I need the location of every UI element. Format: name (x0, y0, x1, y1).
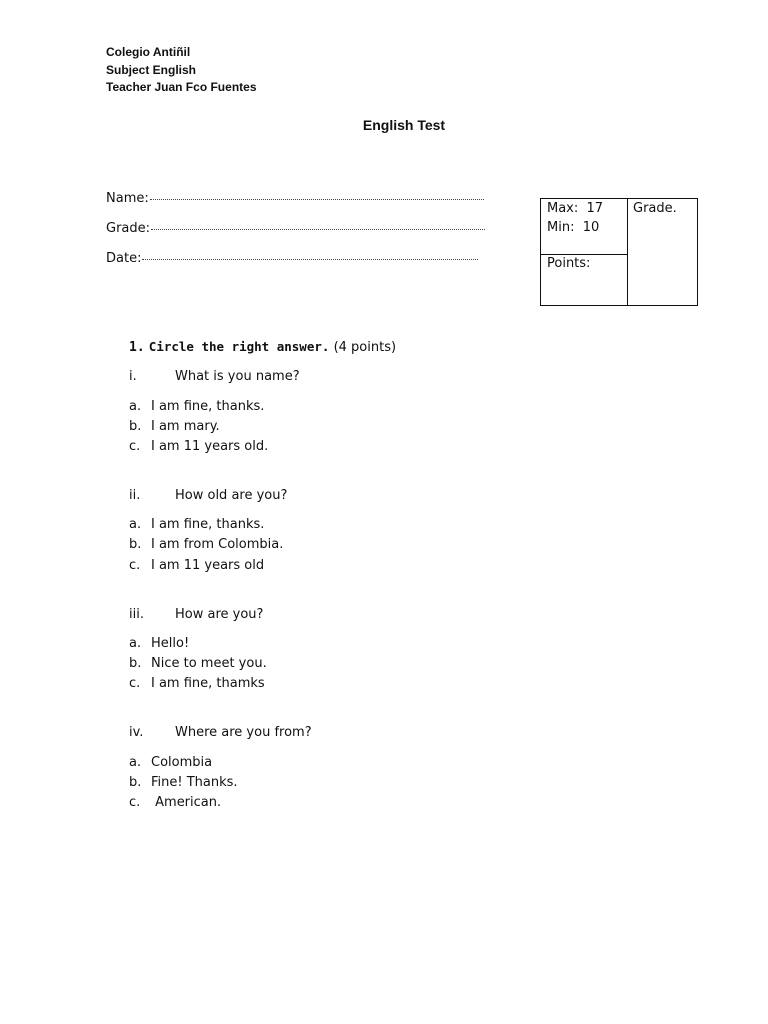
option-letter: b. (129, 656, 142, 671)
score-box-divider-vertical (627, 199, 628, 305)
question-3-option-c (129, 676, 265, 691)
option-letter: c. (129, 558, 141, 573)
option-letter: c. (129, 795, 141, 810)
question-3-option-a (129, 636, 189, 651)
question-text: Where are you from? (175, 725, 312, 740)
page-title: English Test (362, 117, 446, 133)
question-1-option-a (129, 399, 264, 414)
question-text: How old are you? (175, 488, 288, 503)
date-blank-line (142, 258, 478, 260)
question-2 (129, 488, 287, 503)
question-4-option-a (129, 755, 212, 770)
question-numeral: ii. (129, 488, 141, 503)
option-letter: a. (129, 399, 142, 414)
max-value: 17 (586, 201, 604, 216)
grade-cell-label: Grade. (633, 201, 677, 216)
option-letter: b. (129, 775, 142, 790)
date-field (106, 251, 478, 266)
option-text: I am fine, thanks. (151, 399, 265, 414)
question-1-option-c (129, 439, 268, 454)
option-text: Fine! Thanks. (151, 775, 238, 790)
name-field (106, 191, 484, 206)
option-letter: b. (129, 419, 142, 434)
score-box-divider-horizontal (541, 254, 627, 255)
min-score (547, 220, 599, 235)
question-4-option-b (129, 775, 238, 790)
grade-blank-line (151, 228, 485, 230)
min-value: 10 (582, 220, 600, 235)
option-text: Colombia (151, 755, 213, 770)
question-2-option-b (129, 537, 283, 552)
option-text: I am fine, thanks. (151, 517, 265, 532)
option-text: I am mary. (151, 419, 220, 434)
document-header (106, 44, 257, 97)
name-blank-line (150, 198, 484, 200)
question-text: What is you name? (175, 369, 300, 384)
max-score (547, 201, 603, 216)
question-numeral: i. (129, 369, 137, 384)
grade-field (106, 221, 485, 236)
grade-label: Grade: (106, 221, 151, 236)
name-label: Name: (106, 191, 149, 206)
question-4 (129, 725, 312, 740)
option-letter: b. (129, 537, 142, 552)
section-heading (129, 339, 396, 355)
question-2-option-a (129, 517, 264, 532)
question-4-option-c (129, 795, 221, 810)
option-text: I am from Colombia. (151, 537, 284, 552)
subject-line: Subject English (106, 62, 197, 77)
question-numeral: iv. (129, 725, 144, 740)
date-label: Date: (106, 251, 142, 266)
section-number: 1. (129, 340, 145, 355)
option-text: I am 11 years old. (151, 439, 269, 454)
min-label: Min: (547, 220, 575, 235)
option-letter: c. (129, 439, 141, 454)
question-2-option-c (129, 558, 264, 573)
max-label: Max: (547, 201, 579, 216)
question-3 (129, 607, 263, 622)
question-text: How are you? (175, 607, 264, 622)
score-box (540, 198, 698, 306)
option-letter: a. (129, 636, 142, 651)
points-label: Points: (547, 256, 591, 271)
option-text: Nice to meet you. (151, 656, 267, 671)
question-1 (129, 369, 300, 384)
option-letter: a. (129, 755, 142, 770)
question-numeral: iii. (129, 607, 144, 622)
section-instruction: Circle the right answer. (148, 339, 330, 354)
option-text: I am 11 years old (151, 558, 265, 573)
school-name: Colegio Antiñil (106, 45, 191, 59)
option-text: I am fine, thamks (151, 676, 265, 691)
option-letter: c. (129, 676, 141, 691)
question-3-option-b (129, 656, 267, 671)
teacher-line: Teacher Juan Fco Fuentes (106, 80, 257, 94)
option-text: Hello! (151, 636, 190, 651)
option-text: American. (151, 795, 222, 810)
option-letter: a. (129, 517, 142, 532)
question-1-option-b (129, 419, 220, 434)
section-points: (4 points) (333, 340, 397, 355)
